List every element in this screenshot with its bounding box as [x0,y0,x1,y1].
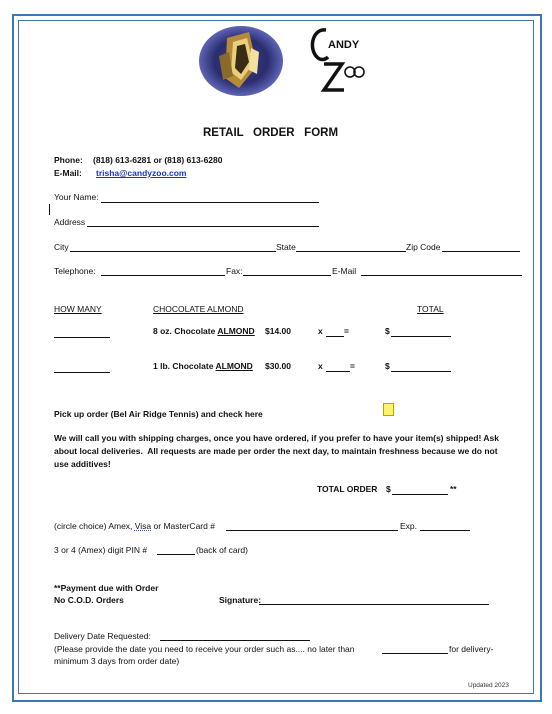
phone-label: Phone: [54,155,83,165]
email-field-label: E-Mail [332,266,357,276]
city-input[interactable] [70,251,276,252]
pin-suffix: (back of card) [196,545,248,555]
product-8oz-name: ALMOND [217,326,255,336]
total-input-8oz[interactable] [391,336,451,337]
multiplier-input-8oz[interactable] [326,336,344,337]
header-how-many: HOW MANY [54,304,102,314]
card-prefix: (circle choice) Amex, [54,521,135,531]
email-field-input[interactable] [361,275,522,276]
payment-due: **Payment due with Order [54,583,159,593]
updated-text: Updated 2023 [468,682,509,689]
card-suffix: or MasterCard # [151,521,215,531]
candy-zoo-logo [304,24,366,101]
quantity-input-1lb[interactable] [54,372,110,373]
no-cod: No C.O.D. Orders [54,595,124,605]
card-choice-label [54,521,215,531]
fax-label: Fax: [226,266,243,276]
total-order-input[interactable] [392,494,448,495]
address-input[interactable] [87,226,319,227]
delivery-label: Delivery Date Requested: [54,631,151,641]
candy-photo-logo [199,26,283,96]
product-8oz [153,326,255,336]
signature-input[interactable] [259,604,489,605]
candy-zoo-logo-mark [304,24,366,96]
shipping-note-line-2: about local deliveries. All requests are made per order the next day, to maintain freshness because we do not [54,446,498,456]
text-cursor [49,204,50,215]
exp-input[interactable] [420,530,470,531]
dollar-1lb: $ [385,361,390,371]
delivery-no-later-input[interactable] [382,653,448,654]
multiplier-input-1lb[interactable] [326,371,350,372]
telephone-label: Telephone: [54,266,96,276]
address-label: Address [54,217,86,227]
name-input[interactable] [101,202,319,203]
zip-input[interactable] [442,251,520,252]
zip-label: Zip Code [406,242,441,252]
product-1lb-prefix: 1 lb. Chocolate [153,361,216,371]
total-order-label: TOTAL ORDER [317,484,378,494]
header-total: TOTAL [417,304,444,314]
fax-input[interactable] [243,275,331,276]
total-order-dollar: $ [386,484,391,494]
total-input-1lb[interactable] [391,371,451,372]
price-8oz: $14.00 [265,326,291,336]
pin-label: 3 or 4 (Amex) digit PIN # [54,545,148,555]
pickup-checkbox[interactable] [383,403,394,416]
shipping-note-line-1: We will call you with shipping charges, once you have ordered, if you prefer to have your item(s) shipped! Ask [54,433,499,443]
equals-1lb: = [350,361,355,371]
delivery-date-input[interactable] [160,640,310,641]
dollar-8oz: $ [385,326,390,336]
telephone-input[interactable] [101,275,225,276]
pin-input[interactable] [157,554,195,555]
product-1lb-name: ALMOND [215,361,253,371]
city-label: City [54,242,69,252]
state-label: State [276,242,296,252]
exp-label: Exp. [400,521,418,531]
state-input[interactable] [296,251,406,252]
card-visa[interactable]: Visa [134,521,152,531]
shipping-note-line-3: use additives! [54,459,111,469]
phone-value: (818) 613-6281 or (818) 613-6280 [93,155,223,165]
pickup-text: Pick up order (Bel Air Ridge Tennis) and check here [54,409,263,419]
equals-8oz: = [344,326,349,336]
delivery-note-1a: (Please provide the date you need to receive your order such as.... no later than [54,644,355,654]
delivery-note-2: minimum 3 days from order date) [54,656,180,666]
email-label: E-Mail: [54,168,82,178]
name-label: Your Name: [54,192,99,202]
product-8oz-prefix: 8 oz. Chocolate [153,326,218,336]
card-number-input[interactable] [226,530,398,531]
signature-label: Signature: [219,595,262,605]
header-product: CHOCOLATE ALMOND [153,304,244,314]
product-1lb [153,361,253,371]
quantity-input-8oz[interactable] [54,337,110,338]
times-1lb: x [318,361,323,371]
total-order-stars: ** [450,484,457,494]
delivery-note-1b: for delivery- [449,644,494,654]
times-8oz: x [318,326,323,336]
price-1lb: $30.00 [265,361,291,371]
svg-text:ANDY: ANDY [328,39,360,51]
email-link[interactable]: trisha@candyzoo.com [96,168,187,178]
form-title: RETAIL ORDER FORM [203,127,339,139]
